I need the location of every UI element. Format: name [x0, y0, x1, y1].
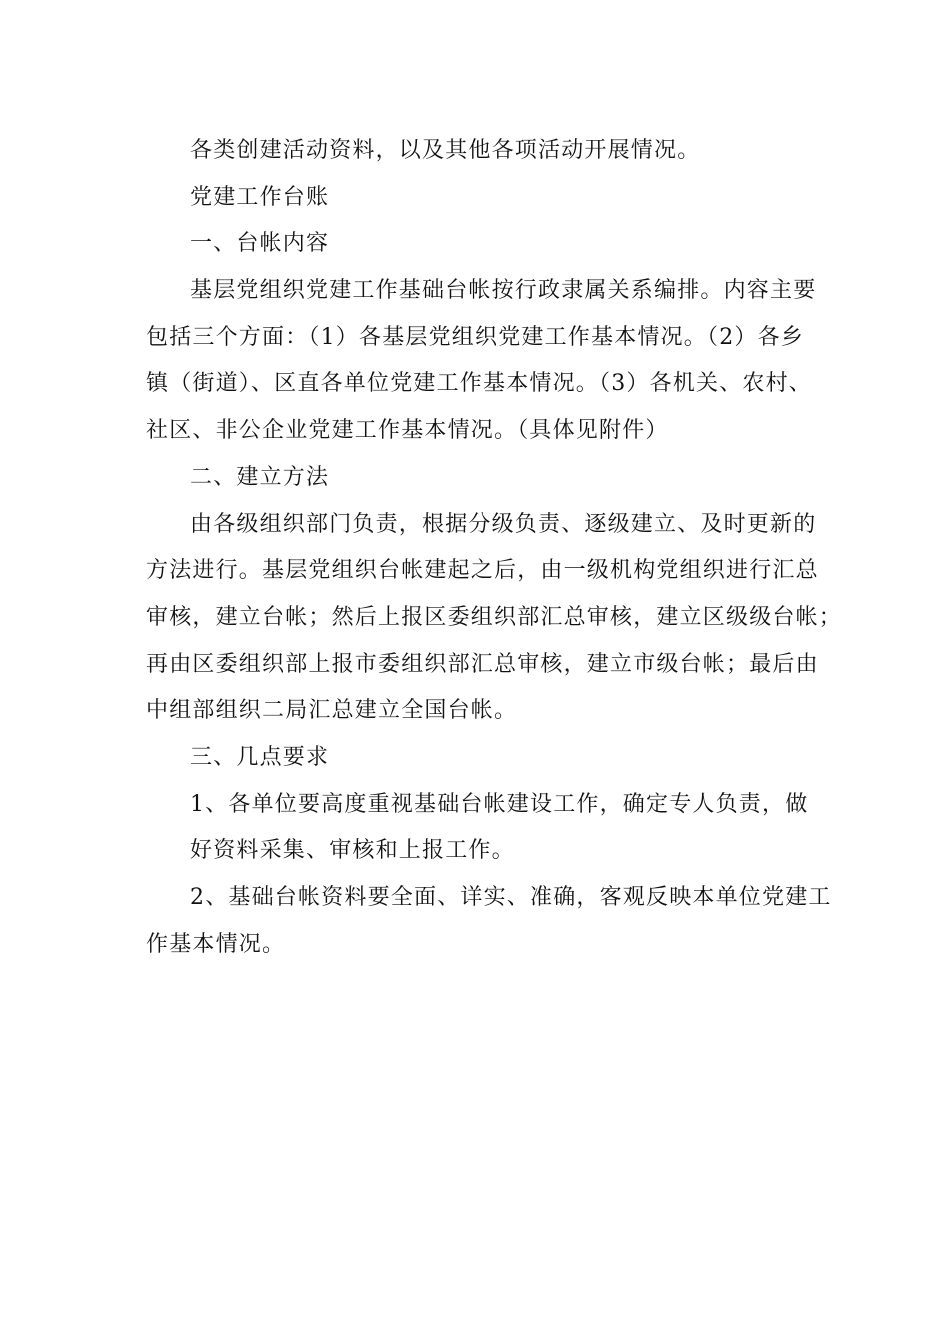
- list-item: 2、基础台帐资料要全面、详实、准确，客观反映本单位党建工: [190, 885, 832, 910]
- section-heading: 三、几点要求: [190, 744, 330, 770]
- section-heading: 一、台帐内容: [190, 231, 330, 257]
- section-heading: 二、建立方法: [190, 464, 330, 490]
- paragraph-line: 审核，建立台帐；然后上报区委组织部汇总审核，建立区级级台帐；: [146, 604, 843, 630]
- list-item-continuation: 好资料采集、审核和上报工作。: [190, 838, 515, 864]
- list-item: 1、各单位要高度重视基础台帐建设工作，确定专人负责，做: [190, 791, 809, 817]
- paragraph-line: 再由区委组织部上报市委组织部汇总审核，建立市级台帐；最后由: [146, 651, 819, 677]
- paragraph-line: 包括三个方面：（1）各基层党组织党建工作基本情况。（2）各乡: [146, 324, 804, 350]
- section-title: 党建工作台账: [190, 184, 330, 210]
- paragraph-line: 基层党组织党建工作基础台帐按行政隶属关系编排。内容主要: [190, 278, 817, 304]
- paragraph-line: 社区、非公企业党建工作基本情况。（具体见附件）: [146, 418, 669, 444]
- paragraph-line: 各类创建活动资料，以及其他各项活动开展情况。: [190, 138, 701, 163]
- paragraph-line: 由各级组织部门负责，根据分级负责、逐级建立、及时更新的: [190, 511, 817, 537]
- paragraph-line: 中组部组织二局汇总建立全国台帐。: [146, 698, 518, 724]
- list-item-continuation: 作基本情况。: [146, 931, 286, 957]
- paragraph-line: 镇（街道）、区直各单位党建工作基本情况。（3）各机关、农村、: [146, 371, 812, 397]
- paragraph-line: 方法进行。基层党组织台帐建起之后，由一级机构党组织进行汇总: [146, 558, 819, 584]
- document-body: [146, 128, 843, 968]
